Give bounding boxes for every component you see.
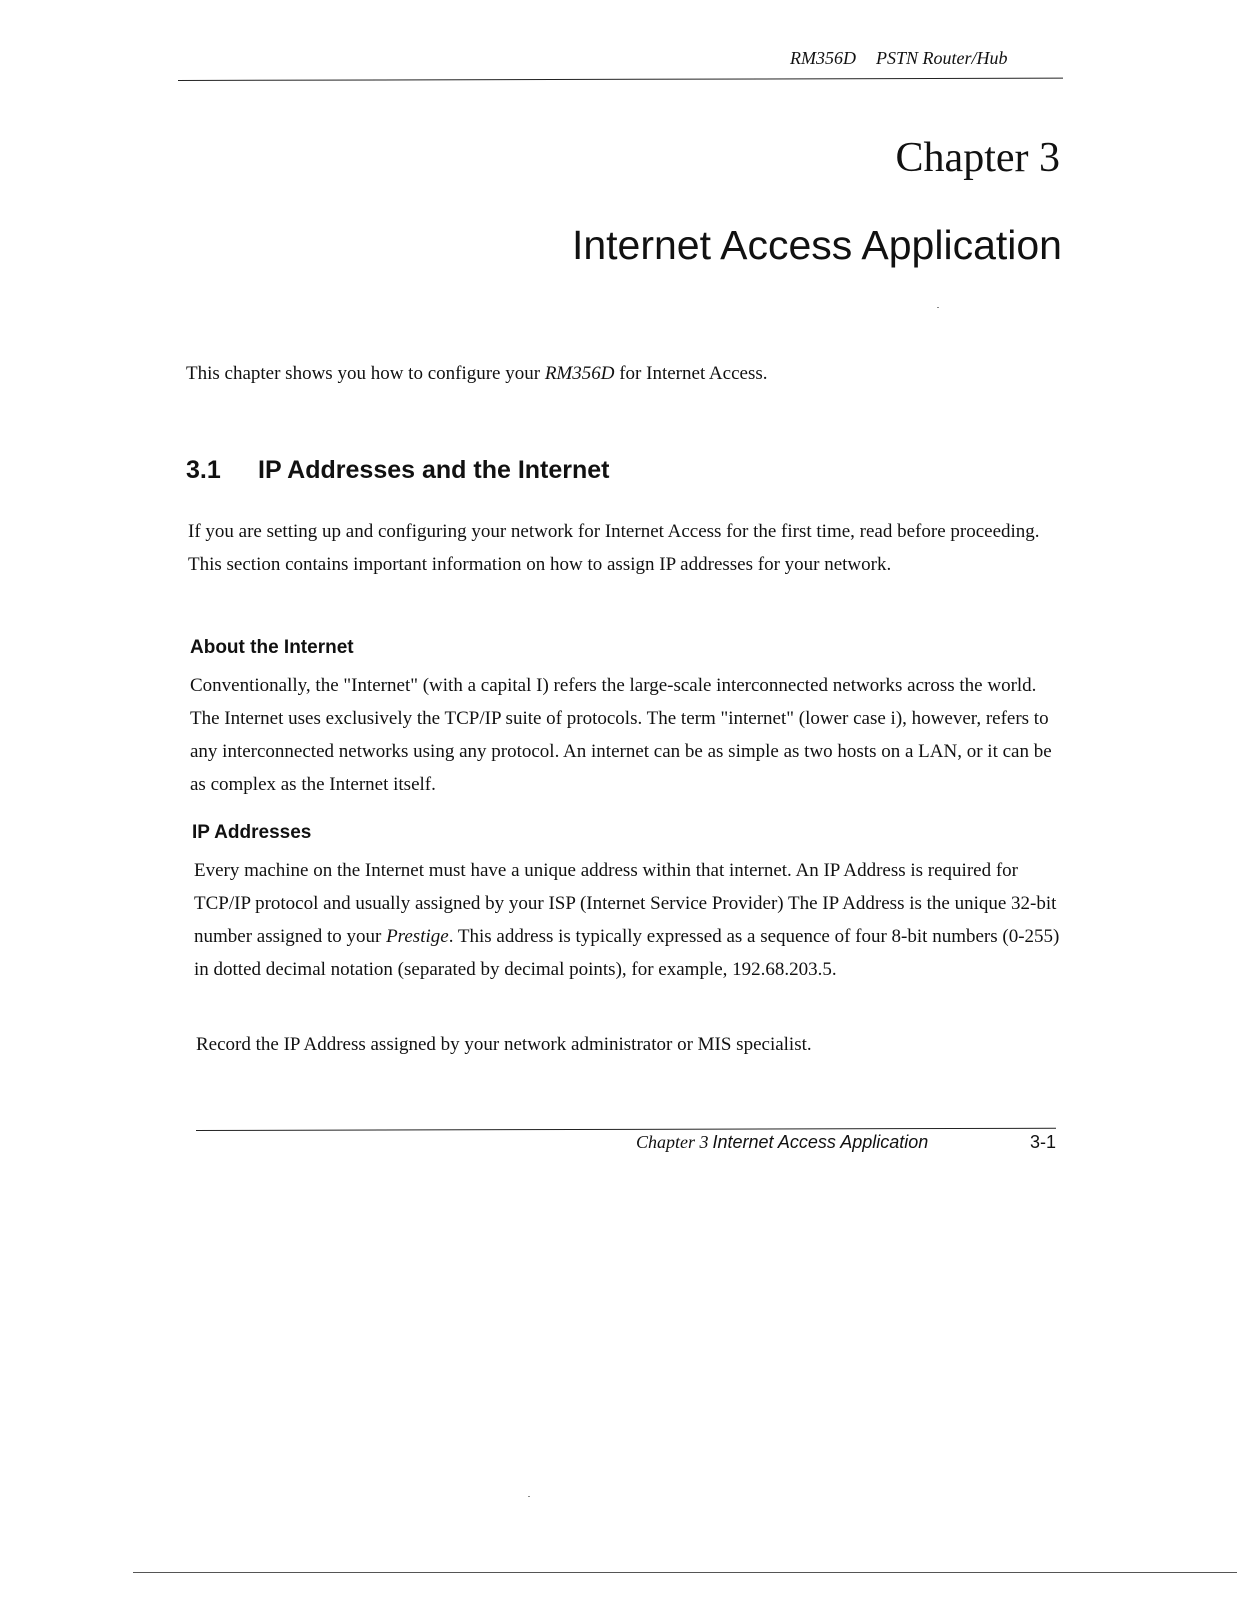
- ip-text-before: Every machine on the Internet must have a unique address within that internet. An IP Address is required for TCP/IP protocol and usually assigned by your ISP (Internet Service Provider) The IP Address is the unique 32-bit number assigned to your: [194, 860, 1057, 947]
- intro-text-before: This chapter shows you how to configure your: [186, 363, 545, 384]
- about-internet-heading: About the Internet: [190, 637, 354, 658]
- footer-rule: [196, 1128, 1056, 1131]
- section-number: 3.1: [186, 456, 221, 484]
- ip-text-after: . This address is typically expressed as a sequence of four 8-bit numbers (0-255) in dotted decimal notation (separated by decimal points), for example, 192.68.203.5.: [194, 926, 1060, 980]
- running-footer: [636, 1132, 1056, 1153]
- section-intro-paragraph: If you are setting up and configuring your network for Internet Access for the first time, read before proceeding. This section contains important information on how to assign IP addresses for your network.: [188, 521, 1040, 575]
- ip-addresses-paragraph: [194, 854, 1069, 986]
- footer-chapter: Chapter 3: [636, 1132, 709, 1152]
- about-internet-paragraph: Conventionally, the "Internet" (with a capital I) refers the large-scale interconnected networks across the world. The Internet uses exclusively the TCP/IP suite of protocols. The term "internet" (lower case i), however, refers to any interconnected networks using any protocol. An internet can be as simple as two hosts on a LAN, or it can be as complex as the Internet itself.: [190, 675, 1052, 795]
- record-ip-paragraph: Record the IP Address assigned by your network administrator or MIS specialist.: [196, 1034, 812, 1055]
- header-rule: [178, 78, 1063, 81]
- intro-paragraph: [186, 360, 1006, 388]
- scan-speck: [528, 1496, 530, 1497]
- ip-addresses-heading: IP Addresses: [192, 822, 312, 843]
- running-header: [790, 48, 1060, 69]
- chapter-label: Chapter 3: [895, 135, 1060, 181]
- page-number: 3-1: [1029, 1132, 1056, 1152]
- intro-text-after: for Internet Access.: [614, 363, 768, 384]
- header-model: RM356D: [790, 48, 856, 68]
- ip-device-name: Prestige: [386, 926, 449, 947]
- section-title: IP Addresses and the Internet: [258, 456, 610, 484]
- header-product: PSTN Router/Hub: [876, 48, 1008, 68]
- footer-title: Internet Access Application: [712, 1132, 929, 1152]
- scan-edge-line: [133, 1572, 1237, 1573]
- chapter-title: Internet Access Application: [571, 222, 1062, 268]
- section-heading: [186, 456, 886, 485]
- scan-speck: [937, 307, 939, 308]
- intro-device-name: RM356D: [544, 363, 615, 384]
